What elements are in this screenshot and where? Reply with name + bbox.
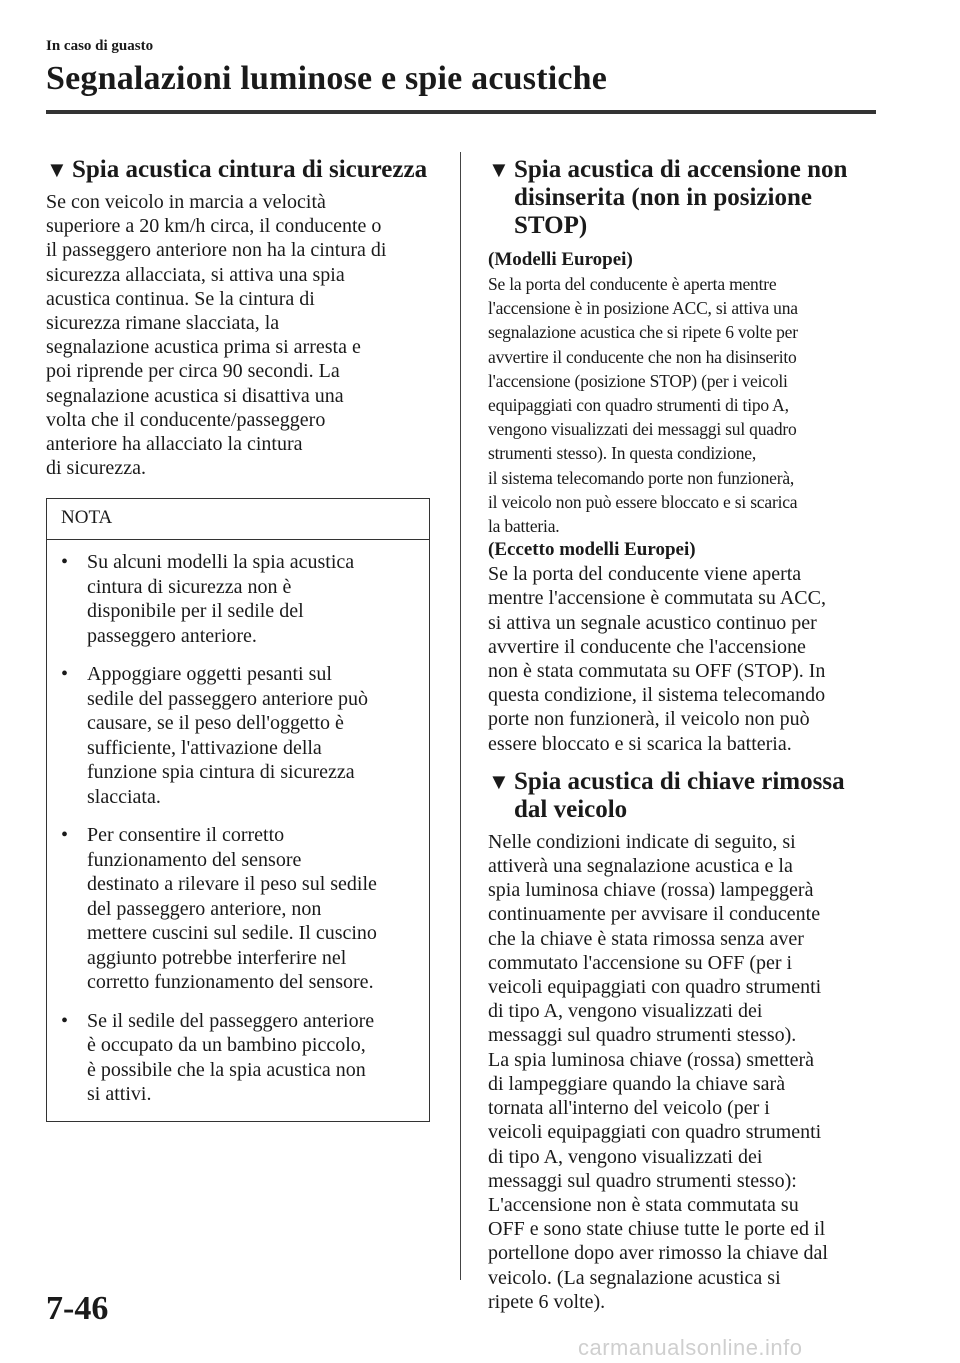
triangle-down-icon: ▼: [488, 768, 510, 794]
subheading-non-european-models: (Eccetto modelli Europei): [488, 539, 696, 561]
subheading-european-models: (Modelli Europei): [488, 249, 633, 270]
note-item: [61, 1009, 415, 1107]
section-label: In caso di guasto: [46, 38, 154, 54]
page-number: 7-46: [46, 1290, 109, 1327]
title-rule: [46, 110, 876, 114]
bullet-dot-icon: •: [61, 824, 69, 847]
bullet-dot-icon: •: [61, 1009, 69, 1032]
european-models-text: Se la porta del conducente è aperta mentre l'accensione è in posizione ACC, si attiva una segnalazione acustica che si ripete 6 volte per avvertire il conducente che non ha disinserito l'accensione (posizione STOP) (per i veicoli equipaggiati con quadro strumenti di tipo A, vengono visualizzati dei messaggi sul quadro strumenti stesso). In questa condizione, il sistema telecomando porte non funzionerà, il veicolo non può essere bloccato e si scarica la batteria.: [488, 274, 798, 537]
column-divider: [460, 152, 461, 1280]
heading-key-removed-warning: [488, 768, 873, 824]
note-item-text: Per consentire il corretto funzionamento del sensore destinato a rilevare il peso sul sedile del passeggero anteriore, non mettere cuscini sul sedile. Il cuscino aggiunto potrebbe interferire nel corretto funzionamento del sensore.: [87, 824, 377, 994]
watermark: carmanualsonline.info: [578, 1335, 803, 1360]
note-list: [47, 540, 429, 1121]
heading-ignition-warning: [488, 156, 873, 240]
note-box: [46, 498, 430, 1122]
heading-text: Spia acustica cintura di sicurezza: [72, 156, 428, 183]
heading-seatbelt-warning: [46, 156, 436, 184]
seatbelt-body-text: Se con veicolo in marcia a velocità superiore a 20 km/h circa, il conducente o il passeggero anteriore non ha la cintura di sicurezza allacciata, si attiva una spia acustica continua. Se la cintura di sicurezza rimane slacciata, la segnalazione acustica prima si arresta e poi riprende per circa 90 secondi. La segnalazione acustica si disattiva una volta che il conducente/passeggero anteriore ha allacciato la cintura di sicurezza.: [46, 191, 387, 480]
bullet-dot-icon: •: [61, 663, 69, 686]
non-european-models-text: Se la porta del conducente viene aperta mentre l'accensione è commutata su ACC, si attiva un segnale acustico continuo per avvertire il conducente che l'accensione non è stata commutata su OFF (STOP). In questa condizione, il sistema telecomando porte non funzionerà, il veicolo non può essere bloccato e si scarica la batteria.: [488, 563, 826, 755]
note-item: [61, 662, 415, 809]
right-column: [488, 156, 873, 1314]
note-item-text: Su alcuni modelli la spia acustica cintura di sicurezza non è disponibile per il sedile del passeggero anteriore.: [87, 551, 355, 647]
note-item-text: Se il sedile del passeggero anteriore è occupato da un bambino piccolo, è possibile che la spia acustica non si attivi.: [87, 1009, 375, 1106]
triangle-down-icon: ▼: [46, 157, 68, 182]
key-removed-body-text: Nelle condizioni indicate di seguito, si attiverà una segnalazione acustica e la spia luminosa chiave (rossa) lampeggerà continuamente per avvisare il conducente che la chiave è stata rimossa senza aver commutato l'accensione su OFF (per i veicoli equipaggiati con quadro strumenti di tipo A, vengono visualizzati dei messaggi sul quadro strumenti stesso). La spia luminosa chiave (rossa) smetterà di lampeggiare quando la chiave sarà tornata all'interno del veicolo (per i veicoli equipaggiati con quadro strumenti di tipo A, vengono visualizzati dei messaggi sul quadro strumenti stesso): L'accensione non è stata commutata su OFF e sono state chiuse tutte le porte ed il portellone dopo aver rimosso la chiave dal veicolo. (La segnalazione acustica si ripete 6 volte).: [488, 830, 828, 1313]
note-title: NOTA: [47, 499, 429, 540]
triangle-down-icon: ▼: [488, 157, 510, 182]
page-title: Segnalazioni luminose e spie acustiche: [46, 60, 608, 97]
note-item: [61, 550, 415, 648]
note-item: [61, 823, 415, 995]
heading-text: Spia acustica di accensione non disinserita (non in posizione STOP): [514, 156, 848, 239]
left-column: [46, 156, 436, 1122]
note-item-text: Appoggiare oggetti pesanti sul sedile del passeggero anteriore può causare, se il peso dell'oggetto è sufficiente, l'attivazione della funzione spia cintura di sicurezza slacciata.: [87, 663, 369, 808]
heading-text: Spia acustica di chiave rimossa dal veicolo: [514, 767, 845, 823]
bullet-dot-icon: •: [61, 551, 69, 574]
